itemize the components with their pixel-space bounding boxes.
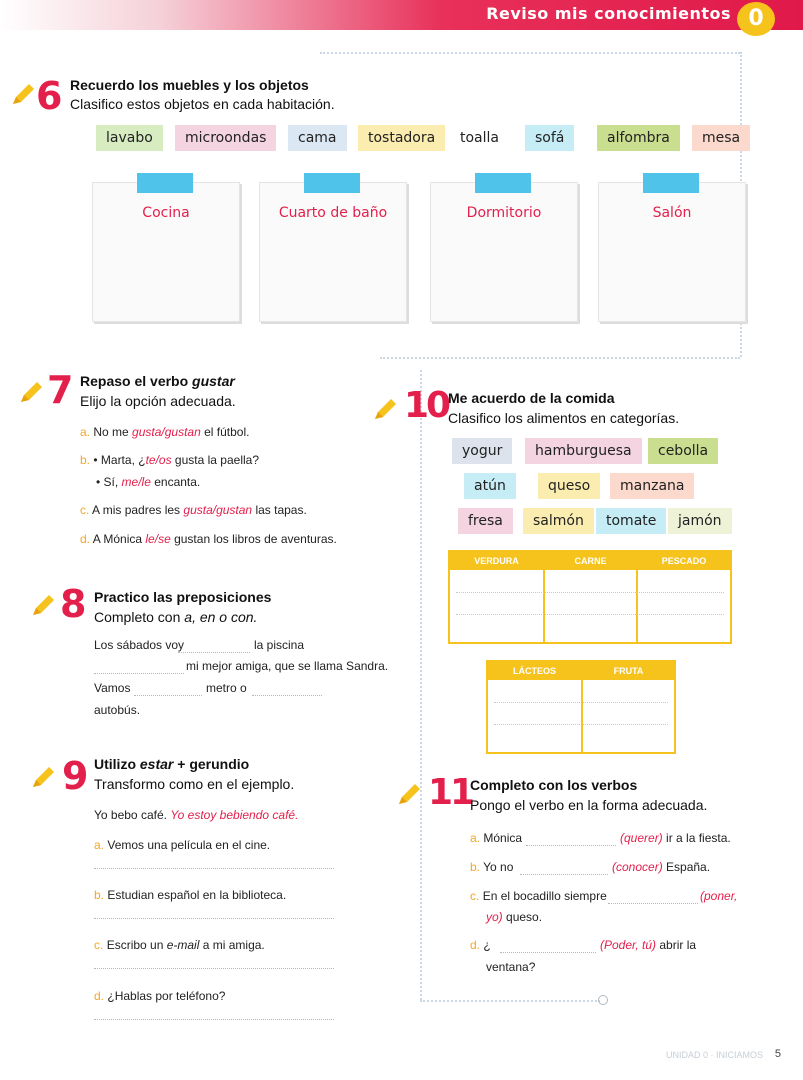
item-option[interactable]: gusta/gustan bbox=[183, 503, 253, 517]
blank-line[interactable] bbox=[500, 952, 596, 953]
exercise-10-number: 10 bbox=[404, 385, 449, 426]
food-tag[interactable] bbox=[523, 508, 594, 534]
item-label: a. bbox=[80, 425, 91, 439]
category-table-1 bbox=[448, 550, 732, 644]
pencil-icon bbox=[396, 782, 422, 808]
exercise-9-item bbox=[94, 838, 270, 852]
verb-hint: (querer) bbox=[620, 831, 663, 845]
food-tag[interactable] bbox=[596, 508, 666, 534]
item-text: a mi amiga. bbox=[199, 938, 265, 952]
word-tag[interactable] bbox=[96, 125, 163, 151]
item-text: Vemos una película en el cine. bbox=[107, 838, 271, 852]
exercise-8-instruction bbox=[94, 609, 257, 625]
title-italic: estar bbox=[139, 756, 174, 772]
item-text: Yo no bbox=[483, 860, 514, 874]
food-tag[interactable] bbox=[668, 508, 732, 534]
blank-line[interactable] bbox=[94, 673, 184, 674]
column-header-lacteos: LÁCTEOS bbox=[488, 662, 581, 680]
room-name: Cocina bbox=[142, 205, 190, 221]
item-text: Estudian español en la biblioteca. bbox=[107, 888, 287, 902]
item-text: A mis padres les bbox=[92, 503, 184, 517]
exercise-7-item bbox=[80, 503, 307, 517]
pencil-icon bbox=[30, 593, 56, 619]
frame-bottom-line bbox=[420, 1000, 600, 1002]
pencil-icon bbox=[372, 397, 398, 423]
sentence-text: Los sábados voy bbox=[94, 638, 185, 652]
item-text: ir a la fiesta. bbox=[666, 831, 731, 845]
frame-end-dot bbox=[598, 995, 608, 1005]
exercise-11-item-rest bbox=[700, 889, 737, 903]
item-text: abrir la bbox=[659, 938, 697, 952]
food-tag[interactable] bbox=[525, 438, 642, 464]
item-label: a. bbox=[94, 838, 105, 852]
example-sentence bbox=[94, 808, 298, 822]
word-tag[interactable] bbox=[692, 125, 750, 151]
word-tag[interactable] bbox=[175, 125, 276, 151]
item-text: ¿Hablas por teléfono? bbox=[107, 989, 226, 1003]
frame-mid-line bbox=[380, 357, 740, 359]
food-tag[interactable] bbox=[452, 438, 512, 464]
sentence-text: metro o bbox=[206, 681, 247, 695]
tape bbox=[304, 173, 360, 193]
word-text: manzana bbox=[620, 478, 685, 494]
answer-line[interactable] bbox=[94, 868, 334, 869]
item-label: d. bbox=[94, 989, 105, 1003]
column-header-pescado: PESCADO bbox=[638, 552, 730, 570]
item-label: c. bbox=[94, 938, 104, 952]
room-name: Cuarto de baño bbox=[278, 205, 388, 221]
item-text: • Sí, bbox=[96, 475, 122, 489]
word-text: microondas bbox=[185, 130, 267, 146]
word-tag[interactable] bbox=[288, 125, 347, 151]
word-text: tomate bbox=[606, 513, 657, 529]
word-text: fresa bbox=[468, 513, 503, 529]
item-text: queso. bbox=[506, 910, 543, 924]
blank-line[interactable] bbox=[134, 695, 202, 696]
item-option[interactable]: me/le bbox=[121, 475, 151, 489]
room-card-cocina[interactable] bbox=[92, 182, 240, 322]
exercise-11-title: Completo con los verbos bbox=[470, 777, 638, 793]
word-text: toalla bbox=[460, 130, 499, 146]
exercise-6-number: 6 bbox=[36, 74, 63, 118]
exercise-10-title: Me acuerdo de la comida bbox=[448, 390, 615, 406]
item-label: b. bbox=[94, 888, 105, 902]
title-text: Repaso el verbo bbox=[80, 373, 193, 389]
section-title: Reviso mis conocimientos bbox=[486, 4, 731, 23]
item-label: d. bbox=[470, 938, 481, 952]
exercise-11-item bbox=[470, 831, 522, 845]
answer-line[interactable] bbox=[94, 918, 334, 919]
exercise-8-number: 8 bbox=[60, 582, 87, 626]
exercise-7-item bbox=[80, 425, 249, 439]
footer-text: UNIDAD 0 · INICIAMOS bbox=[665, 1050, 763, 1060]
column-header-carne: CARNE bbox=[545, 552, 636, 570]
frame-top-line bbox=[320, 52, 740, 54]
exercise-11-number: 11 bbox=[428, 772, 473, 813]
exercise-9-item bbox=[94, 888, 286, 902]
exercise-9-item bbox=[94, 989, 225, 1003]
exercise-11-item-rest bbox=[600, 938, 696, 952]
answer-line[interactable] bbox=[456, 614, 724, 615]
answer-line[interactable] bbox=[94, 1019, 334, 1020]
answer-line[interactable] bbox=[94, 968, 334, 969]
item-label: d. bbox=[80, 532, 91, 546]
item-label: b. bbox=[470, 860, 481, 874]
word-text: queso bbox=[548, 478, 591, 494]
word-text: tostadora bbox=[368, 130, 436, 146]
exercise-11-item-rest bbox=[620, 831, 731, 845]
room-name: Dormitorio bbox=[466, 205, 542, 221]
item-text: España. bbox=[666, 860, 711, 874]
word-text: mesa bbox=[702, 130, 741, 146]
exercise-7-item bbox=[80, 453, 259, 467]
pencil-icon bbox=[18, 380, 44, 406]
item-text: ¿ bbox=[483, 938, 491, 952]
exercise-10-instruction: Clasifico los alimentos en categorías. bbox=[448, 410, 680, 426]
verb-hint: (Poder, tú) bbox=[600, 938, 657, 952]
exercise-9-item bbox=[94, 938, 265, 952]
sentence-text: autobús. bbox=[94, 703, 141, 717]
item-text: En el bocadillo siempre bbox=[482, 889, 607, 903]
word-tag[interactable] bbox=[525, 125, 574, 151]
exercise-9-title bbox=[94, 756, 249, 772]
column-header-fruta: FRUTA bbox=[583, 662, 674, 680]
verb-hint: (conocer) bbox=[612, 860, 663, 874]
item-text: • Marta, ¿ bbox=[93, 453, 146, 467]
blank-line[interactable] bbox=[252, 695, 322, 696]
word-text: salmón bbox=[533, 513, 584, 529]
item-text: Mónica bbox=[483, 831, 523, 845]
exercise-11-item bbox=[470, 938, 491, 952]
food-tag[interactable] bbox=[458, 508, 513, 534]
tape bbox=[137, 173, 193, 193]
blank-line[interactable] bbox=[520, 874, 608, 875]
answer-line[interactable] bbox=[494, 702, 668, 703]
word-text: alfombra bbox=[607, 130, 670, 146]
item-label: c. bbox=[80, 503, 90, 517]
food-tag[interactable] bbox=[648, 438, 718, 464]
item-label: c. bbox=[470, 889, 480, 903]
title-text: Utilizo bbox=[94, 756, 140, 772]
verb-hint: (poner, bbox=[700, 889, 738, 903]
word-tag[interactable] bbox=[450, 125, 509, 151]
word-text: lavabo bbox=[106, 130, 153, 146]
item-text: No me bbox=[93, 425, 133, 439]
answer-line[interactable] bbox=[494, 724, 668, 725]
room-name: Salón bbox=[652, 205, 692, 221]
room-card-bano[interactable] bbox=[259, 182, 407, 322]
column-divider bbox=[636, 552, 638, 642]
item-text: el fútbol. bbox=[200, 425, 250, 439]
title-italic: gustar bbox=[192, 373, 235, 389]
column-divider bbox=[543, 552, 545, 642]
exercise-9-number: 9 bbox=[62, 754, 89, 798]
item-text: A Mónica bbox=[92, 532, 146, 546]
sentence-text: mi mejor amiga, que se llama Sandra. bbox=[186, 659, 389, 673]
food-tag[interactable] bbox=[538, 473, 600, 499]
column-divider bbox=[581, 662, 583, 752]
exercise-11-item bbox=[470, 860, 513, 874]
word-text: atún bbox=[474, 478, 506, 494]
item-text: las tapas. bbox=[252, 503, 307, 517]
item-label: a. bbox=[470, 831, 481, 845]
tape bbox=[643, 173, 699, 193]
blank-line[interactable] bbox=[178, 652, 250, 653]
exercise-7-instruction: Elijo la opción adecuada. bbox=[80, 393, 236, 409]
blank-line[interactable] bbox=[526, 845, 616, 846]
tape bbox=[475, 173, 531, 193]
word-text: yogur bbox=[462, 443, 503, 459]
item-text: Escribo un bbox=[106, 938, 167, 952]
pencil-icon bbox=[10, 82, 36, 108]
instruction-options: a, en o con. bbox=[184, 609, 258, 625]
frame-left-line bbox=[420, 370, 422, 1000]
item-option[interactable]: le/se bbox=[145, 532, 171, 546]
unit-badge: 0 bbox=[737, 2, 775, 36]
item-italic: e-mail bbox=[166, 938, 200, 952]
food-tag[interactable] bbox=[464, 473, 516, 499]
exercise-7-item bbox=[80, 532, 337, 546]
word-tag[interactable] bbox=[597, 125, 680, 151]
item-text: gustan los libros de aventuras. bbox=[170, 532, 337, 546]
sentence-text: Vamos bbox=[94, 681, 131, 695]
word-tag[interactable] bbox=[358, 125, 445, 151]
food-tag[interactable] bbox=[610, 473, 694, 499]
example-answer: Yo estoy bebiendo café. bbox=[170, 808, 299, 822]
word-text: sofá bbox=[535, 130, 565, 146]
exercise-11-instruction: Pongo el verbo en la forma adecuada. bbox=[470, 797, 708, 813]
exercise-9-instruction: Transformo como en el ejemplo. bbox=[94, 776, 295, 792]
category-table-2 bbox=[486, 660, 676, 754]
item-label: b. bbox=[80, 453, 91, 467]
room-card-salon[interactable] bbox=[598, 182, 746, 322]
page-number: 5 bbox=[774, 1048, 781, 1060]
exercise-11-item bbox=[470, 889, 607, 903]
word-text: cebolla bbox=[658, 443, 709, 459]
item-option[interactable]: te/os bbox=[145, 453, 172, 467]
pencil-icon bbox=[30, 765, 56, 791]
item-text: encanta. bbox=[150, 475, 201, 489]
title-text: + gerundio bbox=[173, 756, 250, 772]
verb-hint: yo) bbox=[486, 910, 503, 924]
exercise-6-instruction: Clasifico estos objetos en cada habitación. bbox=[70, 96, 335, 112]
exercise-11-item-rest bbox=[612, 860, 710, 874]
item-option[interactable]: gusta/gustan bbox=[132, 425, 201, 439]
column-header-verdura: VERDURA bbox=[450, 552, 543, 570]
instruction-text: Completo con bbox=[94, 609, 185, 625]
exercise-7-item bbox=[96, 475, 200, 489]
answer-line[interactable] bbox=[456, 592, 724, 593]
exercise-7-title bbox=[80, 373, 235, 389]
room-card-dormitorio[interactable] bbox=[430, 182, 578, 322]
exercise-11-item-cont bbox=[486, 910, 542, 924]
word-text: jamón bbox=[678, 513, 722, 529]
item-text: gusta la paella? bbox=[171, 453, 259, 467]
word-text: cama bbox=[298, 130, 337, 146]
exercise-11-item-cont: ventana? bbox=[486, 960, 536, 974]
exercise-6-title: Recuerdo los muebles y los objetos bbox=[70, 77, 309, 93]
word-text: hamburguesa bbox=[535, 443, 632, 459]
exercise-8-title: Practico las preposiciones bbox=[94, 589, 272, 605]
exercise-7-number: 7 bbox=[47, 368, 74, 412]
blank-line[interactable] bbox=[608, 903, 698, 904]
example-text: Yo bebo café. bbox=[94, 808, 167, 822]
sentence-text: la piscina bbox=[254, 638, 305, 652]
